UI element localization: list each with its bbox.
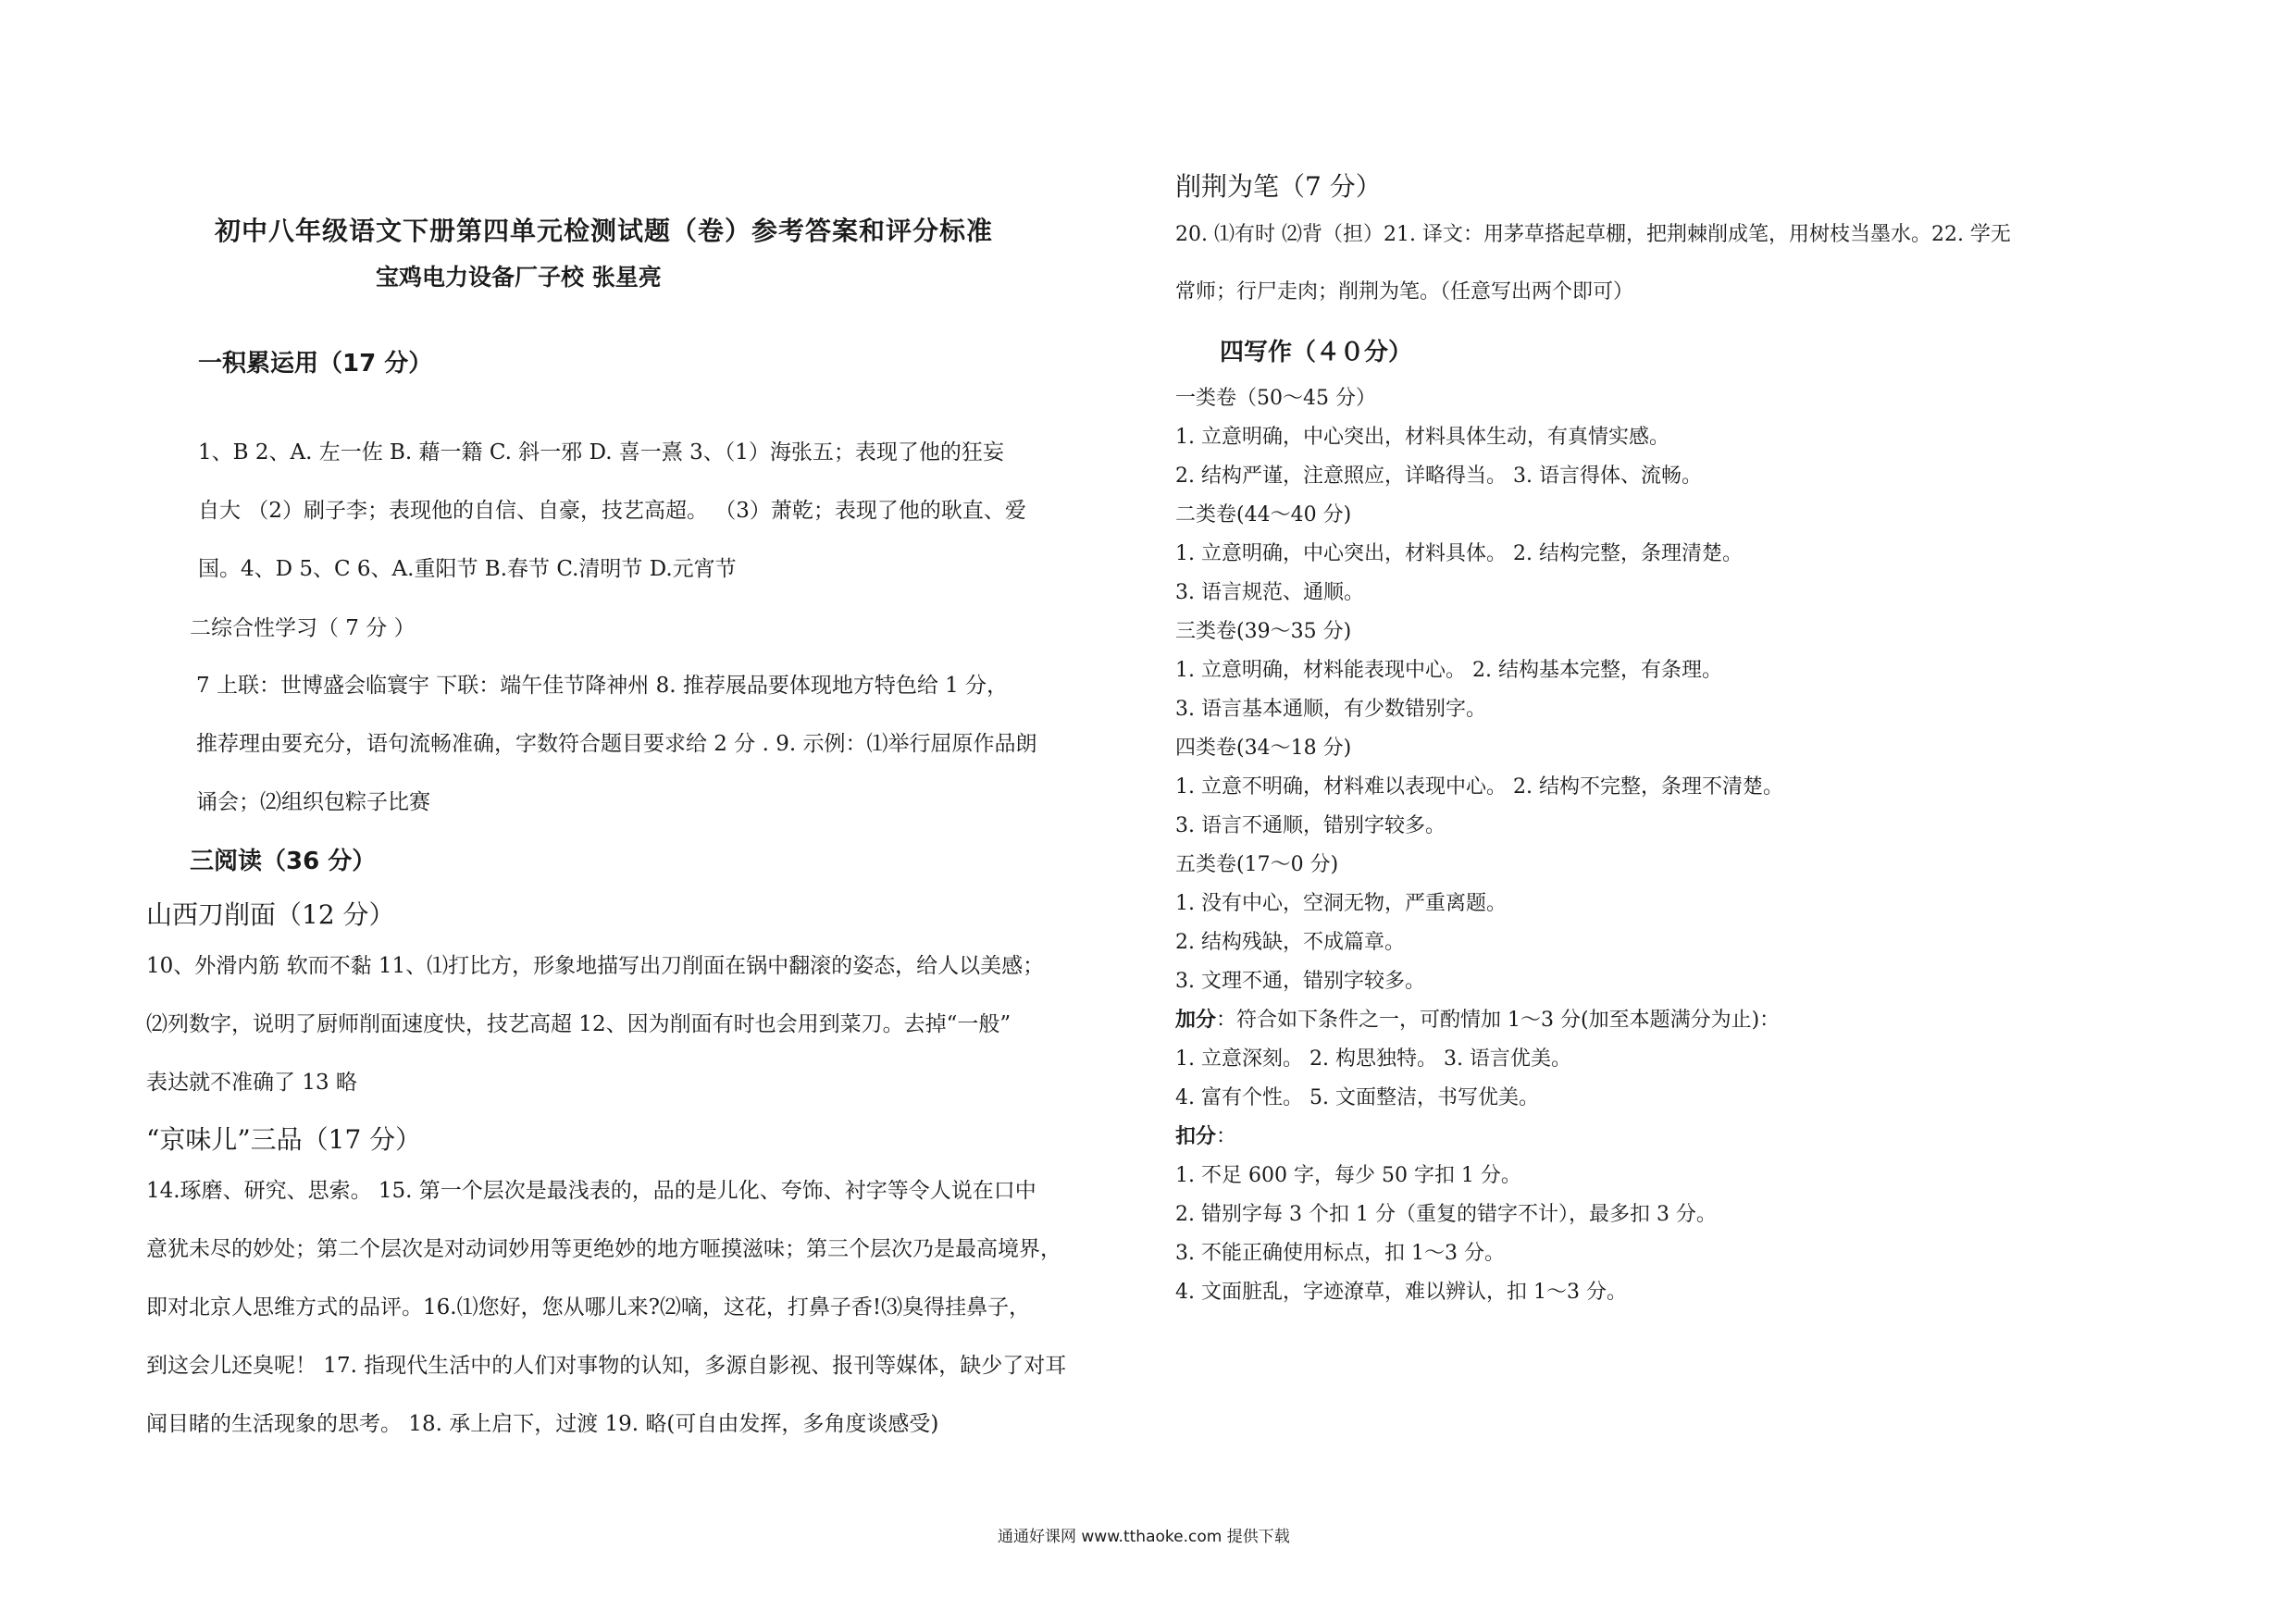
answer-line: 国。4、D 5、C 6、A.重阳节 B.春节 C.清明节 D.元宵节 xyxy=(198,557,737,581)
criteria-line: 1. 立意不明确，材料难以表现中心。 2. 结构不完整，条理不清楚。 xyxy=(1175,775,1783,799)
answer-line: ⑵列数字，说明了厨师削面速度快，技艺高超 12、因为削面有时也会用到菜刀。去掉“一般” xyxy=(146,1012,1011,1036)
criteria-line: 3. 语言规范、通顺。 xyxy=(1175,581,1364,604)
criteria-line: 1. 立意明确，中心突出，材料具体。 2. 结构完整，条理清楚。 xyxy=(1175,542,1743,565)
subsection-title: 削荆为笔（7 分） xyxy=(1175,171,1382,202)
criteria-line: 1. 立意明确，材料能表现中心。 2. 结构基本完整，有条理。 xyxy=(1175,659,1722,682)
subsection-title: 山西刀削面（12 分） xyxy=(146,899,395,930)
answer-line: 闻目睹的生活现象的思考。 18. 承上启下，过渡 19. 略(可自由发挥，多角度谈感受) xyxy=(146,1412,939,1436)
criteria-line: 4. 富有个性。 5. 文面整洁，书写优美。 xyxy=(1175,1086,1539,1109)
page-title: 初中八年级语文下册第四单元检测试题（卷）参考答案和评分标准 xyxy=(215,216,994,246)
criteria-line: 3. 语言基本通顺，有少数错别字。 xyxy=(1175,698,1486,721)
deduction-heading xyxy=(1175,1121,1236,1149)
criteria-line: 3. 语言不通顺，错别字较多。 xyxy=(1175,814,1446,837)
deduct-colon: ： xyxy=(1216,1125,1237,1148)
criteria-line: 一类卷（50～45 分） xyxy=(1175,387,1376,410)
bonus-criteria xyxy=(1175,1004,1780,1033)
bonus-label: 加分 xyxy=(1175,1009,1217,1032)
section-heading-comprehensive: 二综合性学习（ 7 分 ） xyxy=(190,616,416,640)
criteria-line: 3. 不能正确使用标点，扣 1～3 分。 xyxy=(1175,1242,1505,1265)
criteria-line: 四类卷(34～18 分) xyxy=(1175,737,1352,760)
criteria-line: 2. 结构残缺，不成篇章。 xyxy=(1175,931,1405,954)
criteria-line: 3. 文理不通，错别字较多。 xyxy=(1175,970,1425,993)
bonus-text: ：符合如下条件之一，可酌情加 1～3 分(加至本题满分为止)： xyxy=(1216,1009,1781,1032)
answer-line: 推荐理由要充分，语句流畅准确，字数符合题目要求给 2 分 . 9. 示例：⑴举行屈原作品朗 xyxy=(196,732,1037,756)
answer-line: 意犹未尽的妙处；第二个层次是对动词妙用等更绝妙的地方咂摸滋味；第三个层次乃是最高境界， xyxy=(146,1237,1061,1261)
deduct-label: 扣分 xyxy=(1175,1125,1217,1148)
criteria-line: 五类卷(17～0 分) xyxy=(1175,853,1339,876)
criteria-line: 1. 不足 600 字，每少 50 字扣 1 分。 xyxy=(1175,1164,1521,1187)
criteria-line: 1. 立意明确，中心突出，材料具体生动，有真情实感。 xyxy=(1175,426,1669,449)
answer-line: 14.琢磨、研究、思索。 15. 第一个层次是最浅表的，品的是儿化、夸饰、衬字等令人说在口中 xyxy=(146,1179,1036,1203)
answer-line: 自大 （2）刷子李；表现他的自信、自豪，技艺高超。 （3）萧乾；表现了他的耿直、爱 xyxy=(198,499,1026,523)
section-heading-reading: 三阅读（36 分） xyxy=(190,848,377,875)
criteria-line: 三类卷(39～35 分) xyxy=(1175,620,1352,643)
answer-line: 1、B 2、A. 左一佐 B. 藉一籍 C. 斜一邪 D. 喜一熹 3、（1）海张五；表现了他的狂妄 xyxy=(198,440,1004,465)
subsection-title: “京味儿”三品（17 分） xyxy=(146,1124,422,1155)
answer-line: 7 上联：世博盛会临寰宇 下联：端午佳节降神州 8. 推荐展品要体现地方特色给 1 分， xyxy=(196,674,1009,698)
criteria-line: 2. 结构严谨，注意照应，详略得当。 3. 语言得体、流畅。 xyxy=(1175,465,1702,488)
answer-line: 常师；行尸走肉；削荆为笔。（任意写出两个即可） xyxy=(1175,280,1634,304)
answer-line: 表达就不准确了 13 略 xyxy=(146,1071,357,1095)
criteria-line: 1. 没有中心，空洞无物，严重离题。 xyxy=(1175,892,1507,915)
answer-line: 即对北京人思维方式的品评。16.⑴您好，您从哪儿来?⑵嘀，这花，打鼻子香!⑶臭得挂鼻子， xyxy=(146,1295,1031,1319)
section-heading-accumulation: 一积累运用（17 分） xyxy=(198,350,433,378)
answer-line: 20. ⑴有时 ⑵背（担）21. 译文：用茅草搭起草棚，把荆棘削成笔，用树枝当墨水。22. 学无 xyxy=(1175,223,2011,246)
answer-line: 诵会；⑵组织包粽子比赛 xyxy=(196,790,430,814)
answer-line: 到这会儿还臭呢！ 17. 指现代生活中的人们对事物的认知，多源自影视、报刊等媒体，缺少了对耳 xyxy=(146,1354,1067,1378)
criteria-line: 1. 立意深刻。 2. 构思独特。 3. 语言优美。 xyxy=(1175,1047,1571,1071)
section-heading-writing: 四写作（４０分） xyxy=(1220,339,1413,366)
author-line: 宝鸡电力设备厂子校 张星亮 xyxy=(376,264,662,291)
footer-credit: 通通好课网 www.tthaoke.com 提供下载 xyxy=(998,1528,1290,1546)
criteria-line: 4. 文面脏乱，字迹潦草，难以辨认，扣 1～3 分。 xyxy=(1175,1281,1627,1304)
answer-line: 10、外滑内筋 软而不黏 11、⑴打比方，形象地描写出刀削面在锅中翻滚的姿态，给人以美感； xyxy=(146,954,1045,978)
criteria-line: 2. 错别字每 3 个扣 1 分（重复的错字不计），最多扣 3 分。 xyxy=(1175,1203,1717,1226)
criteria-line: 二类卷(44～40 分) xyxy=(1175,503,1352,527)
